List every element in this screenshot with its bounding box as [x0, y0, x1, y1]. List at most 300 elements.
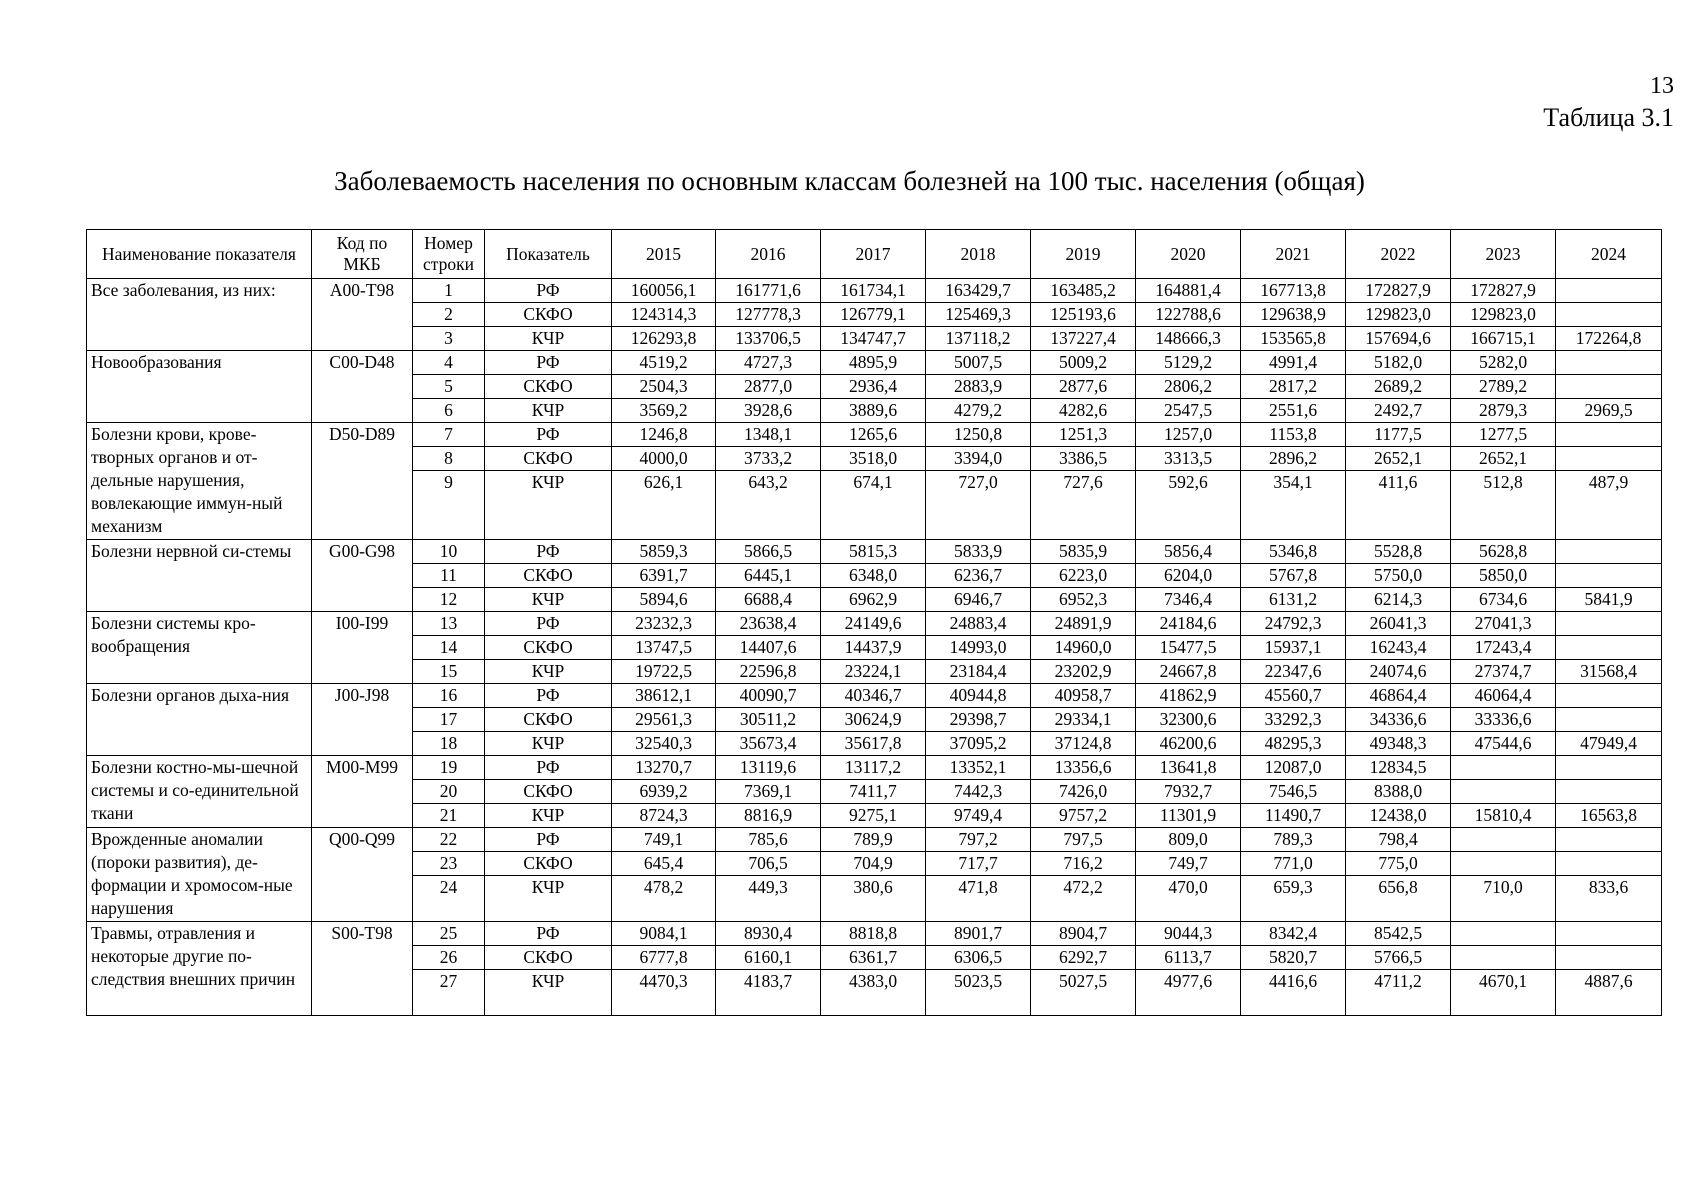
value-cell [1556, 756, 1662, 780]
value-cell: 40958,7 [1031, 684, 1136, 708]
row-number: 26 [413, 946, 485, 970]
indicator: КЧР [485, 327, 612, 351]
value-cell: 749,1 [612, 828, 716, 852]
value-cell: 6160,1 [716, 946, 821, 970]
value-cell: 29398,7 [926, 708, 1031, 732]
value-cell: 40944,8 [926, 684, 1031, 708]
value-cell: 35617,8 [821, 732, 926, 756]
value-cell: 6214,3 [1346, 588, 1451, 612]
value-cell: 148666,3 [1136, 327, 1241, 351]
value-cell [1451, 828, 1556, 852]
page-number: 13 [1650, 73, 1674, 99]
header-year: 2019 [1031, 230, 1136, 279]
value-cell: 4000,0 [612, 447, 716, 471]
value-cell: 727,0 [926, 471, 1031, 540]
value-cell: 771,0 [1241, 852, 1346, 876]
value-cell [1556, 922, 1662, 946]
indicator: КЧР [485, 588, 612, 612]
value-cell: 161734,1 [821, 279, 926, 303]
value-cell: 2547,5 [1136, 399, 1241, 423]
value-cell: 8901,7 [926, 922, 1031, 946]
value-cell: 6952,3 [1031, 588, 1136, 612]
value-cell: 137227,4 [1031, 327, 1136, 351]
value-cell: 4887,6 [1556, 970, 1662, 1016]
row-number: 20 [413, 780, 485, 804]
value-cell: 24149,6 [821, 612, 926, 636]
value-cell: 789,9 [821, 828, 926, 852]
value-cell: 2817,2 [1241, 375, 1346, 399]
table-row [87, 922, 1662, 946]
header-year: 2020 [1136, 230, 1241, 279]
value-cell: 7546,5 [1241, 780, 1346, 804]
value-cell: 5850,0 [1451, 564, 1556, 588]
value-cell: 26041,3 [1346, 612, 1451, 636]
value-cell: 2877,0 [716, 375, 821, 399]
value-cell [1556, 375, 1662, 399]
value-cell: 833,6 [1556, 876, 1662, 922]
value-cell: 9084,1 [612, 922, 716, 946]
value-cell: 716,2 [1031, 852, 1136, 876]
value-cell: 5528,8 [1346, 540, 1451, 564]
indicator: КЧР [485, 732, 612, 756]
value-cell: 4977,6 [1136, 970, 1241, 1016]
value-cell: 3889,6 [821, 399, 926, 423]
value-cell: 13641,8 [1136, 756, 1241, 780]
value-cell: 24667,8 [1136, 660, 1241, 684]
value-cell: 4183,7 [716, 970, 821, 1016]
value-cell: 172827,9 [1346, 279, 1451, 303]
value-cell: 5859,3 [612, 540, 716, 564]
value-cell: 24184,6 [1136, 612, 1241, 636]
value-cell: 6734,6 [1451, 588, 1556, 612]
value-cell: 2652,1 [1346, 447, 1451, 471]
morbidity-table [86, 229, 1662, 1016]
table-row [87, 684, 1662, 708]
value-cell: 3928,6 [716, 399, 821, 423]
row-number: 25 [413, 922, 485, 946]
table-row [87, 423, 1662, 447]
value-cell: 8724,3 [612, 804, 716, 828]
value-cell: 24792,3 [1241, 612, 1346, 636]
table-row [87, 828, 1662, 852]
table-label: Таблица 3.1 [1543, 103, 1674, 132]
value-cell: 29334,1 [1031, 708, 1136, 732]
value-cell [1556, 852, 1662, 876]
value-cell: 23638,4 [716, 612, 821, 636]
value-cell [1556, 684, 1662, 708]
indicator: РФ [485, 351, 612, 375]
value-cell: 45560,7 [1241, 684, 1346, 708]
row-number: 21 [413, 804, 485, 828]
value-cell: 6361,7 [821, 946, 926, 970]
value-cell: 2789,2 [1451, 375, 1556, 399]
value-cell: 13270,7 [612, 756, 716, 780]
header-indicator: Показатель [485, 230, 612, 279]
value-cell: 2877,6 [1031, 375, 1136, 399]
value-cell: 17243,4 [1451, 636, 1556, 660]
value-cell [1556, 423, 1662, 447]
value-cell: 8342,4 [1241, 922, 1346, 946]
value-cell: 6777,8 [612, 946, 716, 970]
indicator: СКФО [485, 946, 612, 970]
value-cell: 164881,4 [1136, 279, 1241, 303]
value-cell: 592,6 [1136, 471, 1241, 540]
table-body [87, 279, 1662, 1016]
value-cell: 2969,5 [1556, 399, 1662, 423]
row-number: 15 [413, 660, 485, 684]
icd-code: I00-I99 [312, 612, 413, 684]
value-cell: 23184,4 [926, 660, 1031, 684]
value-cell: 5841,9 [1556, 588, 1662, 612]
indicator: КЧР [485, 399, 612, 423]
value-cell: 470,0 [1136, 876, 1241, 922]
value-cell: 5628,8 [1451, 540, 1556, 564]
indicator: РФ [485, 423, 612, 447]
indicator: СКФО [485, 780, 612, 804]
value-cell: 160056,1 [612, 279, 716, 303]
value-cell: 659,3 [1241, 876, 1346, 922]
indicator: РФ [485, 922, 612, 946]
value-cell: 129638,9 [1241, 303, 1346, 327]
value-cell: 6292,7 [1031, 946, 1136, 970]
table-row [87, 540, 1662, 564]
icd-code: A00-T98 [312, 279, 413, 351]
table-row [87, 756, 1662, 780]
value-cell: 2689,2 [1346, 375, 1451, 399]
value-cell: 1250,8 [926, 423, 1031, 447]
value-cell: 34336,6 [1346, 708, 1451, 732]
value-cell: 23202,9 [1031, 660, 1136, 684]
value-cell: 9749,4 [926, 804, 1031, 828]
value-cell [1451, 756, 1556, 780]
value-cell: 5767,8 [1241, 564, 1346, 588]
value-cell: 11490,7 [1241, 804, 1346, 828]
value-cell: 354,1 [1241, 471, 1346, 540]
value-cell: 1251,3 [1031, 423, 1136, 447]
value-cell: 7411,7 [821, 780, 926, 804]
value-cell: 5815,3 [821, 540, 926, 564]
value-cell: 4727,3 [716, 351, 821, 375]
row-number: 7 [413, 423, 485, 447]
indicator: РФ [485, 540, 612, 564]
value-cell: 5750,0 [1346, 564, 1451, 588]
value-cell: 12834,5 [1346, 756, 1451, 780]
row-number: 18 [413, 732, 485, 756]
value-cell: 8904,7 [1031, 922, 1136, 946]
value-cell: 2504,3 [612, 375, 716, 399]
value-cell: 14407,6 [716, 636, 821, 660]
value-cell: 2652,1 [1451, 447, 1556, 471]
value-cell: 13356,6 [1031, 756, 1136, 780]
disease-class-name: Болезни крови, крове-творных органов и от-дельные нарушения, вовлекающие иммун-ный механизм [87, 423, 312, 540]
value-cell: 3386,5 [1031, 447, 1136, 471]
value-cell: 6204,0 [1136, 564, 1241, 588]
value-cell: 449,3 [716, 876, 821, 922]
indicator: КЧР [485, 471, 612, 540]
value-cell [1556, 351, 1662, 375]
value-cell: 5894,6 [612, 588, 716, 612]
value-cell: 8542,5 [1346, 922, 1451, 946]
value-cell: 809,0 [1136, 828, 1241, 852]
value-cell: 6688,4 [716, 588, 821, 612]
value-cell: 29561,3 [612, 708, 716, 732]
value-cell: 9757,2 [1031, 804, 1136, 828]
value-cell [1556, 564, 1662, 588]
value-cell: 13747,5 [612, 636, 716, 660]
icd-code: D50-D89 [312, 423, 413, 540]
header-year: 2021 [1241, 230, 1346, 279]
value-cell: 27374,7 [1451, 660, 1556, 684]
value-cell: 3394,0 [926, 447, 1031, 471]
indicator: РФ [485, 612, 612, 636]
value-cell: 13117,2 [821, 756, 926, 780]
value-cell: 12438,0 [1346, 804, 1451, 828]
icd-code: J00-J98 [312, 684, 413, 756]
value-cell: 4711,2 [1346, 970, 1451, 1016]
value-cell: 15810,4 [1451, 804, 1556, 828]
value-cell: 749,7 [1136, 852, 1241, 876]
header-year: 2022 [1346, 230, 1451, 279]
value-cell [1556, 540, 1662, 564]
value-cell: 7369,1 [716, 780, 821, 804]
value-cell: 48295,3 [1241, 732, 1346, 756]
value-cell: 47544,6 [1451, 732, 1556, 756]
value-cell: 1265,6 [821, 423, 926, 447]
value-cell: 785,6 [716, 828, 821, 852]
value-cell: 7346,4 [1136, 588, 1241, 612]
header-year: 2017 [821, 230, 926, 279]
value-cell: 6939,2 [612, 780, 716, 804]
value-cell: 1277,5 [1451, 423, 1556, 447]
value-cell [1451, 780, 1556, 804]
value-cell: 122788,6 [1136, 303, 1241, 327]
value-cell: 4279,2 [926, 399, 1031, 423]
indicator: РФ [485, 279, 612, 303]
value-cell: 4383,0 [821, 970, 926, 1016]
value-cell: 137118,2 [926, 327, 1031, 351]
value-cell: 47949,4 [1556, 732, 1662, 756]
value-cell: 3733,2 [716, 447, 821, 471]
disease-class-name: Болезни системы кро-вообращения [87, 612, 312, 684]
value-cell: 30624,9 [821, 708, 926, 732]
value-cell [1556, 279, 1662, 303]
value-cell: 797,2 [926, 828, 1031, 852]
header-year: 2024 [1556, 230, 1662, 279]
value-cell: 32300,6 [1136, 708, 1241, 732]
value-cell [1556, 828, 1662, 852]
disease-class-name: Все заболевания, из них: [87, 279, 312, 351]
indicator: СКФО [485, 636, 612, 660]
value-cell: 15477,5 [1136, 636, 1241, 660]
value-cell: 3518,0 [821, 447, 926, 471]
value-cell: 6306,5 [926, 946, 1031, 970]
disease-class-name: Травмы, отравления и некоторые другие по-следствия внешних причин [87, 922, 312, 1016]
value-cell: 4416,6 [1241, 970, 1346, 1016]
value-cell: 5023,5 [926, 970, 1031, 1016]
value-cell: 24074,6 [1346, 660, 1451, 684]
value-cell: 5007,5 [926, 351, 1031, 375]
value-cell: 411,6 [1346, 471, 1451, 540]
icd-code: M00-M99 [312, 756, 413, 828]
value-cell: 126779,1 [821, 303, 926, 327]
value-cell: 2879,3 [1451, 399, 1556, 423]
indicator: КЧР [485, 660, 612, 684]
value-cell: 645,4 [612, 852, 716, 876]
indicator: СКФО [485, 375, 612, 399]
value-cell: 14960,0 [1031, 636, 1136, 660]
value-cell [1556, 636, 1662, 660]
table-row [87, 279, 1662, 303]
indicator: РФ [485, 756, 612, 780]
header-year: 2018 [926, 230, 1031, 279]
value-cell: 2492,7 [1346, 399, 1451, 423]
icd-code: Q00-Q99 [312, 828, 413, 922]
value-cell: 166715,1 [1451, 327, 1556, 351]
value-cell: 512,8 [1451, 471, 1556, 540]
value-cell: 129823,0 [1346, 303, 1451, 327]
value-cell: 153565,8 [1241, 327, 1346, 351]
value-cell: 2936,4 [821, 375, 926, 399]
row-number: 9 [413, 471, 485, 540]
value-cell: 46200,6 [1136, 732, 1241, 756]
value-cell: 37095,2 [926, 732, 1031, 756]
value-cell: 14993,0 [926, 636, 1031, 660]
value-cell: 7442,3 [926, 780, 1031, 804]
table-row [87, 351, 1662, 375]
header-row-number: Номер строки [413, 230, 485, 279]
value-cell: 5129,2 [1136, 351, 1241, 375]
header-year: 2023 [1451, 230, 1556, 279]
value-cell: 46864,4 [1346, 684, 1451, 708]
value-cell: 4282,6 [1031, 399, 1136, 423]
indicator: РФ [485, 684, 612, 708]
value-cell: 40346,7 [821, 684, 926, 708]
indicator: РФ [485, 828, 612, 852]
value-cell: 172827,9 [1451, 279, 1556, 303]
value-cell: 7426,0 [1031, 780, 1136, 804]
value-cell: 656,8 [1346, 876, 1451, 922]
value-cell: 1246,8 [612, 423, 716, 447]
value-cell: 789,3 [1241, 828, 1346, 852]
value-cell: 1177,5 [1346, 423, 1451, 447]
value-cell [1556, 447, 1662, 471]
row-number: 16 [413, 684, 485, 708]
value-cell [1556, 708, 1662, 732]
value-cell: 2883,9 [926, 375, 1031, 399]
value-cell: 5282,0 [1451, 351, 1556, 375]
disease-class-name: Болезни костно-мы-шечной системы и со-единительной ткани [87, 756, 312, 828]
value-cell: 775,0 [1346, 852, 1451, 876]
value-cell: 33336,6 [1451, 708, 1556, 732]
row-number: 23 [413, 852, 485, 876]
row-number: 27 [413, 970, 485, 1016]
value-cell: 8930,4 [716, 922, 821, 946]
value-cell [1451, 852, 1556, 876]
value-cell: 133706,5 [716, 327, 821, 351]
value-cell: 3313,5 [1136, 447, 1241, 471]
header-year: 2015 [612, 230, 716, 279]
value-cell: 127778,3 [716, 303, 821, 327]
disease-class-name: Болезни органов дыха-ния [87, 684, 312, 756]
row-number: 5 [413, 375, 485, 399]
value-cell: 5820,7 [1241, 946, 1346, 970]
value-cell: 24883,4 [926, 612, 1031, 636]
value-cell: 40090,7 [716, 684, 821, 708]
value-cell [1556, 612, 1662, 636]
value-cell: 3569,2 [612, 399, 716, 423]
value-cell: 167713,8 [1241, 279, 1346, 303]
value-cell: 6445,1 [716, 564, 821, 588]
value-cell: 797,5 [1031, 828, 1136, 852]
value-cell: 7932,7 [1136, 780, 1241, 804]
value-cell: 124314,3 [612, 303, 716, 327]
indicator: СКФО [485, 708, 612, 732]
indicator: СКФО [485, 303, 612, 327]
row-number: 19 [413, 756, 485, 780]
value-cell: 163429,7 [926, 279, 1031, 303]
value-cell: 15937,1 [1241, 636, 1346, 660]
value-cell: 163485,2 [1031, 279, 1136, 303]
disease-class-name: Новообразования [87, 351, 312, 423]
row-number: 10 [413, 540, 485, 564]
value-cell: 706,5 [716, 852, 821, 876]
value-cell: 6131,2 [1241, 588, 1346, 612]
header-name: Наименование показателя [87, 230, 312, 279]
value-cell: 16243,4 [1346, 636, 1451, 660]
row-number: 11 [413, 564, 485, 588]
value-cell: 5833,9 [926, 540, 1031, 564]
value-cell: 5766,5 [1346, 946, 1451, 970]
value-cell: 161771,6 [716, 279, 821, 303]
value-cell: 5182,0 [1346, 351, 1451, 375]
icd-code: C00-D48 [312, 351, 413, 423]
value-cell: 41862,9 [1136, 684, 1241, 708]
value-cell: 5856,4 [1136, 540, 1241, 564]
value-cell: 6113,7 [1136, 946, 1241, 970]
value-cell: 6946,7 [926, 588, 1031, 612]
value-cell: 4991,4 [1241, 351, 1346, 375]
value-cell: 5866,5 [716, 540, 821, 564]
header-row [87, 230, 1662, 279]
value-cell: 4670,1 [1451, 970, 1556, 1016]
row-number: 1 [413, 279, 485, 303]
value-cell: 13352,1 [926, 756, 1031, 780]
value-cell: 9275,1 [821, 804, 926, 828]
value-cell: 2551,6 [1241, 399, 1346, 423]
value-cell: 46064,4 [1451, 684, 1556, 708]
disease-class-name: Болезни нервной си-стемы [87, 540, 312, 612]
value-cell: 19722,5 [612, 660, 716, 684]
row-number: 8 [413, 447, 485, 471]
value-cell: 1153,8 [1241, 423, 1346, 447]
table-row [87, 612, 1662, 636]
value-cell: 172264,8 [1556, 327, 1662, 351]
value-cell: 1257,0 [1136, 423, 1241, 447]
value-cell: 13119,6 [716, 756, 821, 780]
value-cell: 22347,6 [1241, 660, 1346, 684]
icd-code: S00-T98 [312, 922, 413, 1016]
value-cell: 1348,1 [716, 423, 821, 447]
value-cell: 472,2 [1031, 876, 1136, 922]
indicator: КЧР [485, 970, 612, 1016]
value-cell: 478,2 [612, 876, 716, 922]
value-cell: 11301,9 [1136, 804, 1241, 828]
row-number: 14 [413, 636, 485, 660]
value-cell [1556, 303, 1662, 327]
value-cell: 24891,9 [1031, 612, 1136, 636]
value-cell: 6348,0 [821, 564, 926, 588]
row-number: 4 [413, 351, 485, 375]
